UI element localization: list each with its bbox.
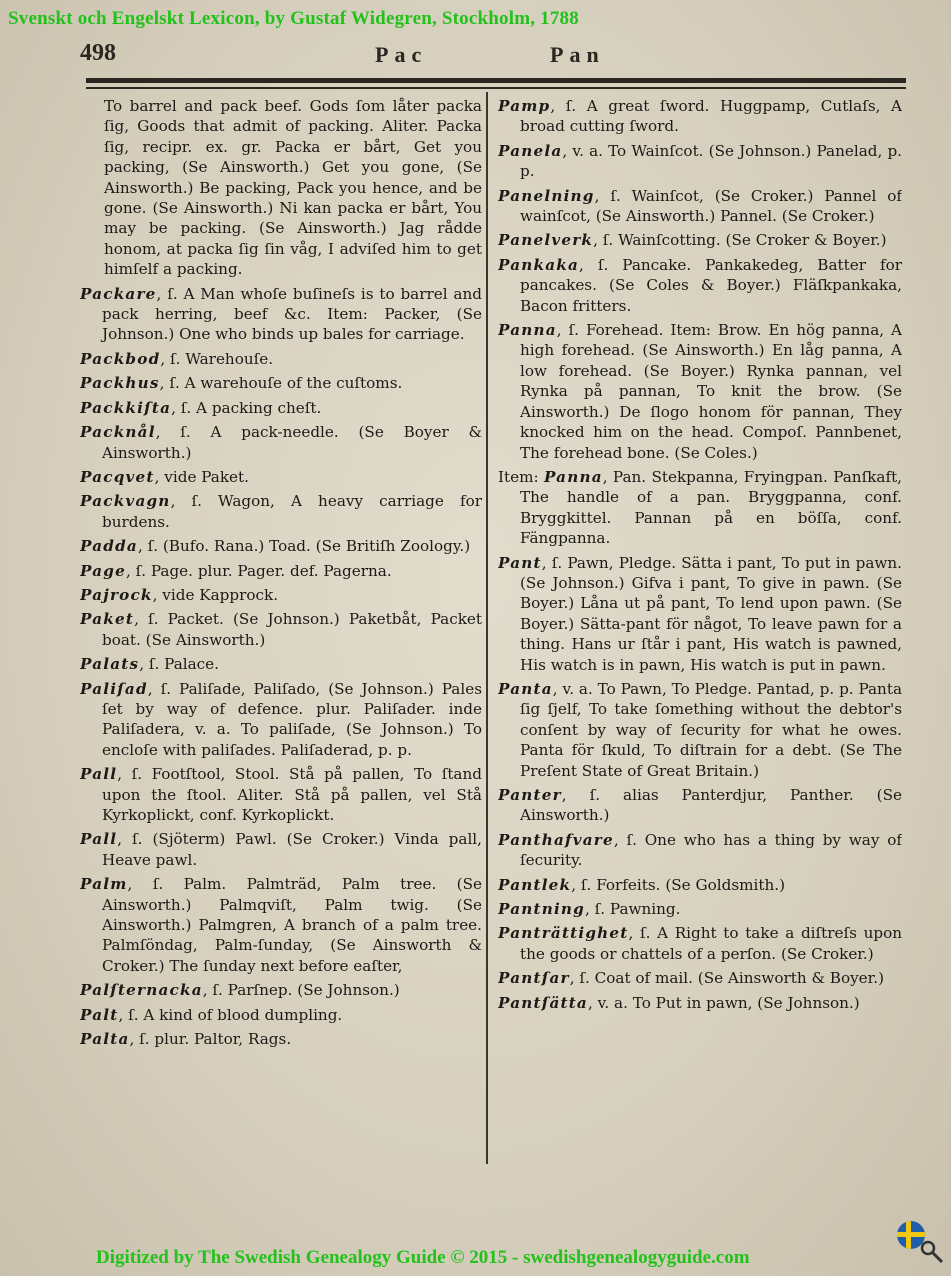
left-guide-word: Pac: [375, 42, 428, 67]
entry-definition: , v. a. To Wainſcot. (Se Johnson.) Panelad, p. p.: [520, 141, 902, 181]
entry-headword: Packkiſta: [80, 398, 172, 417]
digitizer-footer: Digitized by The Swedish Genealogy Guide © 2015 - swedishgenealogyguide.com: [96, 1247, 750, 1268]
entry-headword: Page: [80, 561, 126, 580]
entry-definition: , ſ. A packing cheſt.: [171, 398, 322, 417]
entry-definition: , ſ. Palace.: [139, 655, 219, 674]
dictionary-entry: [498, 968, 902, 988]
entry-headword: Padda: [80, 537, 138, 556]
entry-definition: , ſ. Pawning.: [584, 900, 681, 919]
magnifier-icon: [920, 1240, 944, 1264]
dictionary-entry: [498, 320, 902, 463]
entry-headword: Pantſätta: [498, 993, 588, 1012]
entry-prefix: Item:: [498, 467, 544, 486]
entry-definition: , v. a. To Put in pawn, (Se Johnson.): [587, 993, 860, 1012]
entry-headword: Panträttighet: [498, 924, 629, 943]
page-number: 498: [80, 40, 116, 66]
entry-definition: To barrel and pack beef. Gods ſom låter packa ſig, Goods that admit of packing. Aliter. Packa ſig, recipr. ex. gr. Packa er bårt, Get you packing, (Se Ainsworth.) Get you gone, (Se Ainsworth.) Be packing, Pack you hence, and be gone. (Se Ainsworth.) Ni kan packa er bårt, You may be packing. (Se Ainsworth.) Jag rådde honom, at packa ſig ſin våg, I adviſed him to get himſelf a packing.: [104, 97, 482, 279]
dictionary-entry: [498, 830, 902, 871]
entry-headword: Pantſar: [498, 969, 570, 988]
entry-headword: Palta: [80, 1030, 130, 1049]
dictionary-entry: [80, 679, 482, 761]
dictionary-entry: [498, 785, 902, 826]
header-rule-thin: [86, 87, 906, 89]
entry-headword: Panna: [498, 321, 557, 340]
entry-headword: Palm: [80, 875, 128, 894]
entry-definition: , ſ. Wainſcot, (Se Croker.) Pannel of wainſcot, (Se Ainsworth.) Pannel. (Se Croker.): [520, 186, 902, 226]
dictionary-entry: [80, 96, 482, 280]
entry-definition: , ſ. alias Panterdjur, Panther. (Se Ainsworth.): [520, 786, 902, 825]
entry-definition: , ſ. Pawn, Pledge. Sätta i pant, To put in pawn. (Se Johnson.) Gifva i pant, To give in pawn. (Se Boyer.) Låna ut på pant, To lend upon pawn. (Se Boyer.) Sätta-pant för något, To leave pawn for a thing. Hans ur ſtår i pant, His watch is pawned, His watch is in pawn, His watch is put in pawn.: [520, 553, 902, 674]
entry-headword: Packnål: [80, 423, 156, 442]
dictionary-entry: [498, 141, 902, 182]
dictionary-entry: [80, 874, 482, 976]
dictionary-entry: [80, 422, 482, 463]
dictionary-entry: [498, 993, 902, 1013]
dictionary-entry: [498, 230, 902, 250]
page-header: [80, 38, 910, 68]
entry-headword: Paket: [80, 610, 135, 629]
entry-headword: Palats: [80, 655, 140, 674]
dictionary-entry: [498, 923, 902, 964]
dictionary-entry: [80, 585, 482, 605]
entry-definition: , ſ. plur. Paltor, Rags.: [129, 1030, 292, 1049]
dictionary-entry: [498, 467, 902, 549]
entry-definition: , ſ. (Bufo. Rana.) Toad. (Se Britiſh Zoology.): [137, 537, 471, 556]
entry-headword: Pall: [80, 765, 118, 784]
entry-definition: , vide Kapprock.: [152, 585, 279, 604]
entry-definition: , ſ. Forehead. Item: Brow. En hög panna, A high forehead. (Se Ainsworth.) En låg panna, A low forehead. (Se Boyer.) Rynka pannan, vel Rynka på pannan, To knit the brow. (Se Ainsworth.) De ſlogo honom för pannan, They knocked him on the head. Compoſ. Pannbenet, The forehead bone. (Se Coles.): [520, 321, 902, 462]
entry-definition: , ſ. A pack-needle. (Se Boyer & Ainsworth.): [102, 423, 482, 462]
dictionary-entry: [80, 561, 482, 581]
dictionary-entry: [498, 255, 902, 316]
entry-headword: Pamp: [498, 97, 551, 115]
left-column: [80, 96, 482, 1176]
entry-definition: , ſ. Pancake. Pankakedeg, Batter for pancakes. (Se Coles & Boyer.) Fläſkpankaka, Bacon fritters.: [520, 255, 902, 315]
entry-headword: Panna: [543, 467, 603, 486]
entry-definition: , ſ. Packet. (Se Johnson.) Paketbåt, Packet boat. (Se Ainsworth.): [102, 610, 482, 649]
entry-definition: , ſ. (Sjöterm) Pawl. (Se Croker.) Vinda pall, Heave pawl.: [102, 830, 482, 869]
entry-headword: Pajrock: [80, 585, 153, 604]
entry-headword: Panta: [498, 679, 553, 698]
column-divider: [486, 92, 488, 1164]
entry-headword: Pacqvet: [80, 467, 155, 486]
dictionary-entry: [80, 373, 482, 393]
entry-definition: , Pan. Stekpanna, Fryingpan. Panſkaft, The handle of a pan. Bryggpanna, conf. Bryggkittel. Pannan på en böſſa, conf. Fängpanna.: [520, 467, 902, 548]
entry-definition: , ſ. Paliſade, Paliſado, (Se Johnson.) Pales ſet by way of defence. plur. Paliſader. inde Paliſadera, v. a. To paliſade, (Se Johnson.) To encloſe with paliſades. Paliſaderad, p. p.: [102, 679, 482, 759]
entry-headword: Packbod: [80, 349, 161, 368]
dictionary-entry: [498, 875, 902, 895]
entry-definition: , ſ. Wagon, A heavy carriage for burdens.: [102, 492, 482, 531]
entry-definition: , ſ. A kind of blood dumpling.: [118, 1005, 343, 1024]
entry-definition: , ſ. A Right to take a diſtreſs upon the goods or chattels of a perſon. (Se Croker.): [520, 924, 902, 963]
entry-headword: Panter: [498, 786, 562, 804]
entry-definition: , ſ. Parſnep. (Se Johnson.): [202, 981, 400, 1000]
entry-headword: Pant: [498, 553, 542, 572]
dictionary-entry: [498, 553, 902, 675]
dictionary-entry: [80, 764, 482, 825]
entry-definition: , v. a. To Pawn, To Pledge. Pantad, p. p. Panta ſig ſjelf, To take ſomething without the debtor's conſent by way of ſecurity for what he owes. Panta för ſkuld, To diſtrain for a debt. (Se The Preſent State of Great Britain.): [520, 679, 902, 780]
entry-headword: Packhus: [80, 374, 160, 393]
entry-headword: Pantning: [498, 900, 585, 919]
dictionary-entry: [80, 536, 482, 556]
right-guide-word: Pan: [550, 42, 605, 67]
header-rule-thick: [86, 78, 906, 83]
dictionary-entry: [80, 491, 482, 532]
entry-headword: Pankaka: [498, 255, 580, 274]
entry-headword: Packare: [80, 284, 157, 303]
entry-definition: , ſ. One who has a thing by way of ſecurity.: [520, 830, 902, 870]
entry-definition: , ſ. Warehouſe.: [160, 349, 274, 368]
entry-definition: , ſ. A great ſword. Huggpamp, Cutlaſs, A broad cutting ſword.: [520, 97, 902, 136]
entry-definition: , ſ. Forfeits. (Se Goldsmith.): [571, 875, 786, 894]
dictionary-entry: [80, 349, 482, 369]
entry-headword: Palt: [80, 1005, 119, 1024]
entry-headword: Panelverk: [498, 231, 594, 250]
dictionary-entry: [80, 829, 482, 870]
entry-definition: , ſ. Wainſcotting. (Se Croker & Boyer.): [593, 231, 887, 250]
entry-definition: , vide Paket.: [154, 467, 249, 486]
dictionary-entry: [80, 609, 482, 650]
entry-definition: , ſ. Palm. Palmträd, Palm tree. (Se Ainsworth.) Palmqviſt, Palm twig. (Se Ainsworth.) Palmgren, A branch of a palm tree. Palmſöndag, Palm-ſunday, (Se Ainsworth & Croker.) The ſunday next before eaſter,: [102, 875, 482, 975]
entry-headword: Pall: [80, 830, 118, 849]
dictionary-entry: [80, 1029, 482, 1049]
entry-headword: Panela: [498, 141, 563, 160]
entry-headword: Palſternacka: [80, 981, 203, 1000]
dictionary-entry: [80, 1005, 482, 1025]
entry-definition: , ſ. A warehouſe of the cuſtoms.: [159, 374, 403, 393]
dictionary-entry: [498, 899, 902, 919]
dictionary-entry: [498, 186, 902, 227]
dictionary-entry: [80, 284, 482, 345]
entry-headword: Panelning: [498, 186, 595, 205]
dictionary-entry: [80, 467, 482, 487]
dictionary-entry: [80, 980, 482, 1000]
dictionary-entry: [80, 654, 482, 674]
entry-definition: , ſ. Footſtool, Stool. Stå på pallen, To ſtand upon the ſtool. Aliter. Stå på pallen, vel Stå Kyrkoplickt, conf. Kyrkoplickt.: [102, 765, 482, 824]
dictionary-entry: [498, 679, 902, 781]
entry-headword: Paliſad: [80, 679, 148, 698]
entry-definition: , ſ. A Man whoſe buſineſs is to barrel and pack herring, beef &c. Item: Packer, (Se Johnson.) One who binds up bales for carriage.: [102, 284, 482, 344]
entry-definition: , ſ. Page. plur. Pager. def. Pagerna.: [125, 561, 392, 580]
dictionary-entry: [80, 398, 482, 418]
dictionary-entry: [498, 96, 902, 137]
entry-headword: Pantlek: [498, 875, 572, 894]
entry-headword: Packvagn: [80, 492, 171, 511]
right-column: [498, 96, 902, 1176]
entry-headword: Panthafvare: [498, 830, 614, 849]
entry-definition: , ſ. Coat of mail. (Se Ainsworth & Boyer.): [569, 969, 885, 988]
book-title-banner: Svenskt och Engelskt Lexicon, by Gustaf Widegren, Stockholm, 1788: [8, 8, 579, 29]
